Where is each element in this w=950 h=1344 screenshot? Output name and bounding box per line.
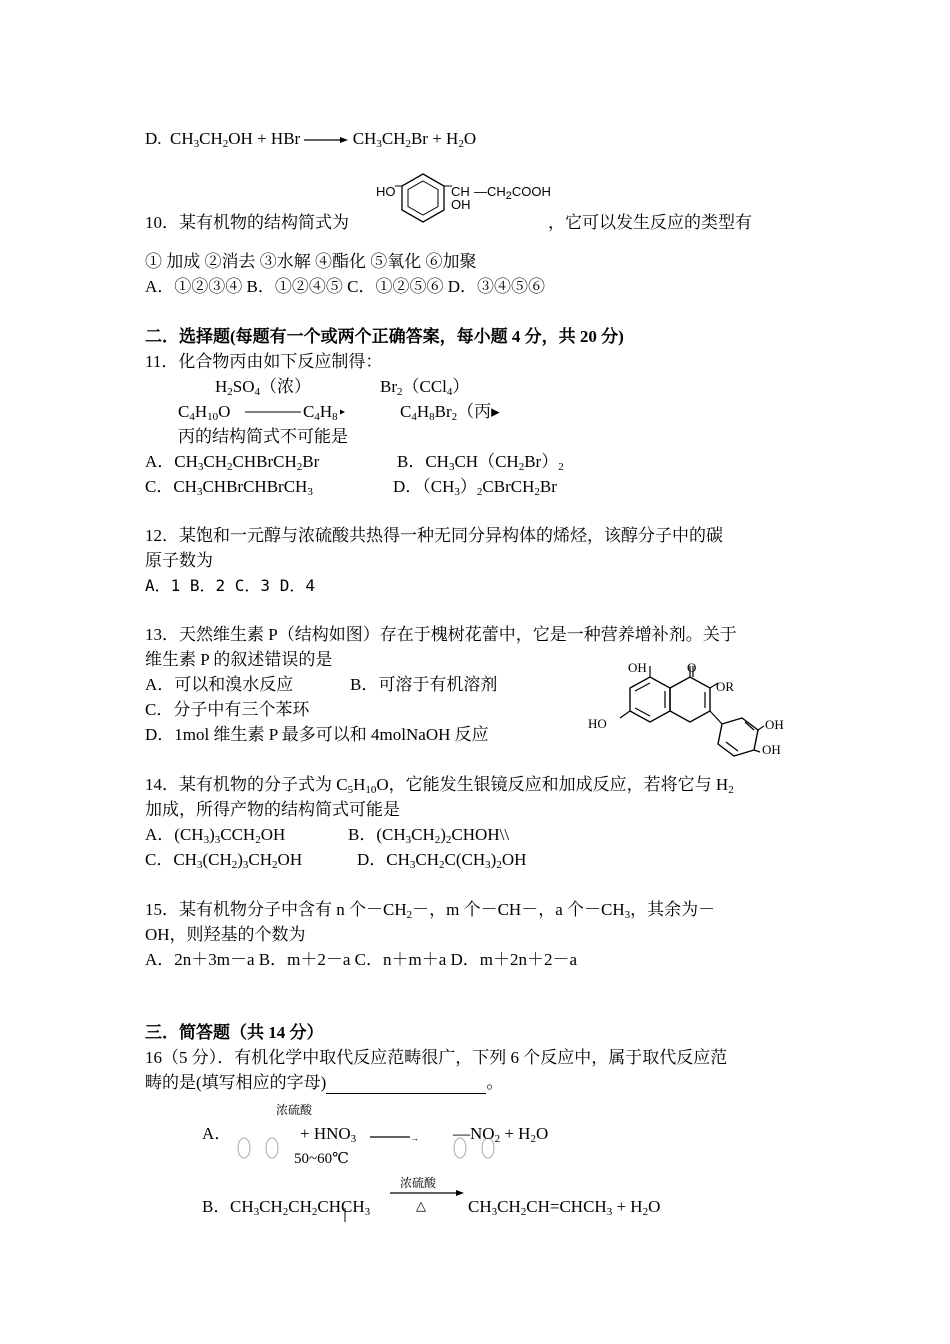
q16-b-label: B． xyxy=(202,1197,231,1216)
q9-option-d: D. $CH_3CH_2OH$ + HBr $CH_3CH_2Br + H_2O$ xyxy=(145,129,477,150)
q16-stem-2 xyxy=(145,1072,503,1094)
q13-stem-2: 维生素 P 的叙述错误的是 xyxy=(145,650,333,669)
q16-b-rhs: $CH_3CH_2CH=CHCH_3 + H_2O$ xyxy=(468,1197,661,1218)
q13-option-d: D．1mol 维生素 P 最多可以和 4molNaOH 反应 xyxy=(145,725,489,744)
q11-cond2: $Br_2(CCl_4)$ xyxy=(380,377,470,398)
q14-option-d: D．$CH_3CH_2C(CH_3)_2OH$ xyxy=(357,850,527,871)
flavone-structure-icon xyxy=(600,672,770,762)
q11-option-b: B．$CH_3CH(CH_2Br)_2$ xyxy=(397,452,564,473)
benzene-ring-icon xyxy=(398,172,448,224)
q16-stem-1: 16（5 分）．有机化学中取代反应范畴很广，下列 6 个反应中，属于取代反应范 xyxy=(145,1048,728,1067)
q14-stem-2: 加成，所得产物的结构简式可能是 xyxy=(145,800,400,819)
reaction-arrow-icon xyxy=(390,1189,464,1197)
q16-a-cond-top: 浓硫酸 xyxy=(276,1103,313,1117)
reaction-arrow-icon xyxy=(370,1133,419,1143)
vertical-bond-icon xyxy=(344,1208,346,1222)
q16-b-cond-top: 浓硫酸 xyxy=(400,1176,437,1190)
svg-text:→: → xyxy=(410,1133,419,1143)
q13-stem-1: 13．天然维生素 P（结构如图）存在于槐树花蕾中，它是一种营养增补剂。关于 xyxy=(145,625,737,644)
q16-a-rhs: $—NO_2 + H_2O$ xyxy=(453,1124,549,1145)
q11-product: $C_4H_8Br_2$（丙▸ xyxy=(400,402,500,423)
q10-reactions: ① 加成 ②消去 ③水解 ④酯化 ⑤氧化 ⑥加聚 xyxy=(145,252,477,271)
q16-stem-2a: 畴的是(填写相应的字母) xyxy=(145,1073,327,1092)
q11-mid: $C_4H_8$ xyxy=(303,402,338,423)
q10-options: A．①②③④ B．①②④⑤ C．①②⑤⑥ D．③④⑤⑥ xyxy=(145,277,545,296)
q12-options: A．1 B．2 C．3 D．4 xyxy=(145,576,315,595)
vp-oh-top: OH xyxy=(628,660,647,675)
q16-stem-2b: 。 xyxy=(486,1073,504,1092)
q16-a-cond-bot: 50~60℃ xyxy=(294,1151,349,1167)
struct-oh-label: OH xyxy=(451,197,471,212)
struct-ho-label: HO xyxy=(376,184,396,199)
reaction-arrow-icon xyxy=(304,135,348,145)
q16-a-lhs: + $HNO_3$ xyxy=(300,1124,357,1145)
q11-option-c: C．$CH_3CHBrCHBrCH_3$ xyxy=(145,477,313,498)
vp-o-label: O xyxy=(687,660,697,675)
vp-oh1-label: OH xyxy=(765,717,784,732)
q14-stem-1: 14．某有机物的分子式为 $C_5H_{10}O$，它能发生银镜反应和加成反应，若将它与 $H_2$ xyxy=(145,775,734,796)
q11-stem: 11．化合物丙由如下反应制得： xyxy=(145,352,383,371)
q15-options: A．2n＋3m－a B．m＋2－a C．n＋m＋a D．m＋2n＋2－a xyxy=(145,950,578,969)
q11-ask: 丙的结构简式不可能是 xyxy=(178,427,348,446)
q14-option-a: A．$(CH_3)_3CCH_2OH$ xyxy=(145,825,286,846)
q16-a-label: A． xyxy=(202,1124,232,1143)
q13-option-a: A．可以和溴水反应 xyxy=(145,675,294,694)
vp-or-label: OR xyxy=(716,679,735,694)
q11-cond1: $H_2SO_4$（浓） xyxy=(215,377,312,398)
vp-ho-label: HO xyxy=(588,716,607,731)
q11-option-d: D．$(CH_3)_2CBrCH_2Br$ xyxy=(393,477,557,498)
q10-stem-a: 10．某有机物的结构简式为 xyxy=(145,213,349,232)
q15-stem-1: 15．某有机物分子中含有 n 个$-CH_2-$，m 个－CH－，a 个$-CH_3$，其余为－ xyxy=(145,900,716,921)
struct-ch-label: CH xyxy=(451,184,470,199)
vp-oh2-label: OH xyxy=(762,742,781,757)
section-3-title: 三．简答题（共 14 分） xyxy=(145,1023,324,1042)
q10-stem-b: ，它可以发生反应的类型有 xyxy=(548,213,752,232)
q13-option-c: C．分子中有三个苯环 xyxy=(145,700,310,719)
q11-option-a: A．$CH_3CH_2CHBrCH_2Br$ xyxy=(145,452,320,473)
q12-stem-2: 原子数为 xyxy=(145,551,213,570)
q13-option-b: B．可溶于有机溶剂 xyxy=(350,675,498,694)
q11-reactant: $C_4H_{10}O$ xyxy=(178,402,231,423)
section-2-title: 二．选择题(每题有一个或两个正确答案，每小题 4 分，共 20 分) xyxy=(145,327,624,346)
q15-stem-2: OH，则羟基的个数为 xyxy=(145,925,306,944)
q14-option-c: C．$CH_3(CH_2)_3CH_2OH$ xyxy=(145,850,303,871)
benzene-ring-icon xyxy=(234,1133,282,1163)
q16-b-lhs: $CH_3CH_2CH_2CHCH_3$ xyxy=(230,1197,371,1218)
q16-b-cond-bot: △ xyxy=(416,1198,426,1213)
answer-blank[interactable] xyxy=(326,1077,486,1094)
struct-tail-label: $—CH_2COOH$ xyxy=(474,184,551,202)
q14-option-b: B．$(CH_3CH_2)_2CHOH\backslash\backslash$ xyxy=(348,825,510,846)
q12-stem-1: 12．某饱和一元醇与浓硫酸共热得一种无同分异构体的烯烃，该醇分子中的碳 xyxy=(145,526,723,545)
